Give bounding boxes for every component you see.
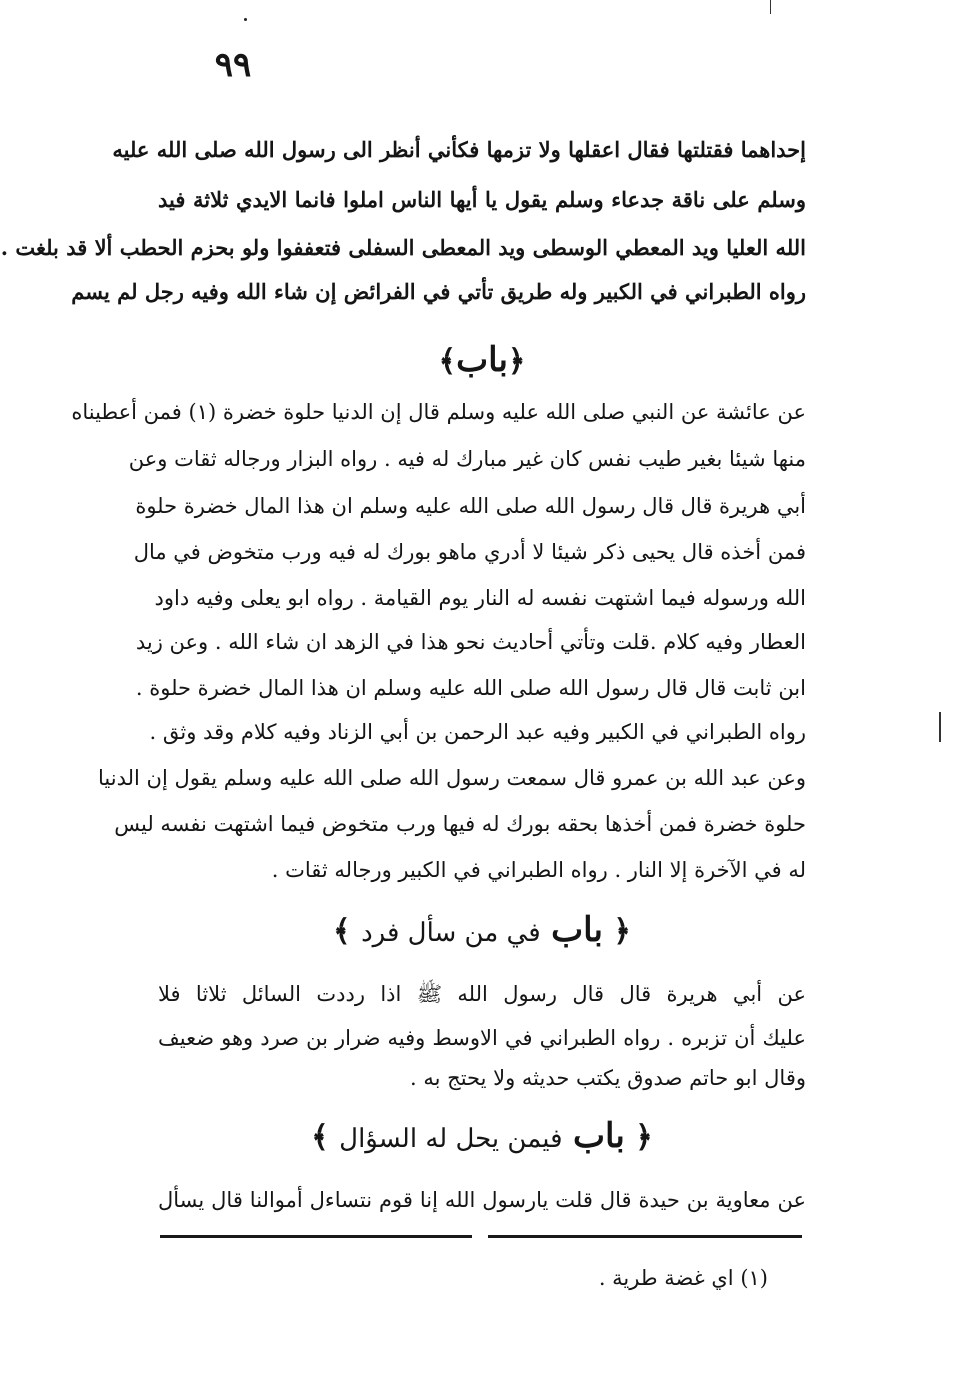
text-line: عن عائشة عن النبي صلى الله عليه وسلم قال إن الدنيا حلوة خضرة (١) فمن أعطيناه [71, 400, 806, 424]
section-heading [158, 1112, 806, 1160]
text-line: عن أبي هريرة قال قال رسول الله ﷺ اذا رددت السائل ثلاثا فلا [158, 982, 806, 1006]
text-line: العطار وفيه كلام .قلت وتأتي أحاديث نحو هذا في الزهد ان شاء الله . وعن زيد [135, 630, 806, 654]
heading-bab: باب [551, 910, 603, 950]
text-line: إحداهما فقتلتها فقال اعقلها ولا تزمها فكأني أنظر الى رسول الله صلى الله عليه [112, 137, 806, 162]
footnote: (١) اي غضة طرية . [598, 1266, 768, 1290]
scan-margin-mark [939, 712, 941, 742]
text-line: عليك أن تزبره . رواه الطبراني في الاوسط وفيه ضرار بن صرد وهو ضعيف [158, 1026, 806, 1050]
text-line: له في الآخرة إلا النار . رواه الطبراني في الكبير ورجاله ثقات . [271, 858, 806, 882]
scan-speck [244, 18, 247, 21]
text-line: رواه الطبراني في الكبير وله طريق تأتي في الفرائض إن شاء الله وفيه رجل لم يسم [71, 279, 806, 304]
page-number: ٩٩ [214, 45, 252, 85]
heading-bracket-right: ﴿ [602, 914, 631, 949]
text-line: ابن ثابت قال قال رسول الله صلى الله عليه وسلم ان هذا المال خضرة حلوة . [135, 676, 806, 700]
text-line: حلوة خضرة فمن أخذها بحقه بورك له فيها ورب متخوض فيما اشتهت نفسه ليس [114, 812, 806, 836]
heading-bracket-left: ﴾ [311, 1120, 340, 1155]
text-line: أبي هريرة قال قال رسول الله صلى الله عليه وسلم ان هذا المال خضرة حلوة [135, 494, 806, 518]
text-line: عن معاوية بن حيدة قال قلت يارسول الله إنا قوم نتساءل أموالنا قال يسأل [158, 1188, 806, 1212]
text-line: وقال ابو حاتم صدوق يكتب حديثه ولا يحتج به . [410, 1066, 806, 1090]
text-line: فمن أخذه قال يحيى ذكر شيئا لا أدري ماهو بورك له فيه ورب متخوض في مال [133, 540, 806, 564]
heading-title: فيمن يحل له السؤال [339, 1124, 563, 1154]
heading-bracket-left: ﴾ [333, 914, 362, 949]
scan-edge-mark [770, 0, 771, 14]
footnote-rule-left [160, 1235, 472, 1238]
text-line: الله ورسوله فيما اشتهت نفسه له النار يوم القيامة . رواه ابو يعلى وفيه داود [154, 586, 806, 610]
text-line: رواه الطبراني في الكبير وفيه عبد الرحمن بن أبي الزناد وفيه كلام وقد وثق . [149, 720, 806, 744]
heading-bracket-right: ﴿ [624, 1120, 653, 1155]
heading-bracket-right: ﴿ [507, 344, 526, 379]
text-line: وسلم على ناقة جدعاء وسلم يقول يا أيها الناس املوا فانما الايدي ثلاثة فيد [158, 187, 806, 212]
text-line: الله العليا ويد المعطي الوسطى ويد المعطى السفلى فتعففوا ولو بحزم الحطب ألا قد بلغت . [0, 235, 806, 260]
text-line: منها شيئا بغير طيب نفس كان غير مبارك له فيه . رواه البزار ورجاله ثقات وعن [128, 447, 806, 471]
text-line: وعن عبد الله بن عمرو قال سمعت رسول الله صلى الله عليه وسلم يقول إن الدنيا [98, 766, 806, 790]
heading-bab: باب [456, 340, 508, 380]
heading-title: في من سأل فرد [361, 918, 541, 948]
heading-bab: باب [572, 1116, 625, 1156]
footnote-rule-right [488, 1235, 802, 1238]
section-heading [158, 906, 806, 954]
heading-bracket-left: ﴾ [438, 344, 457, 379]
section-heading [158, 336, 806, 384]
